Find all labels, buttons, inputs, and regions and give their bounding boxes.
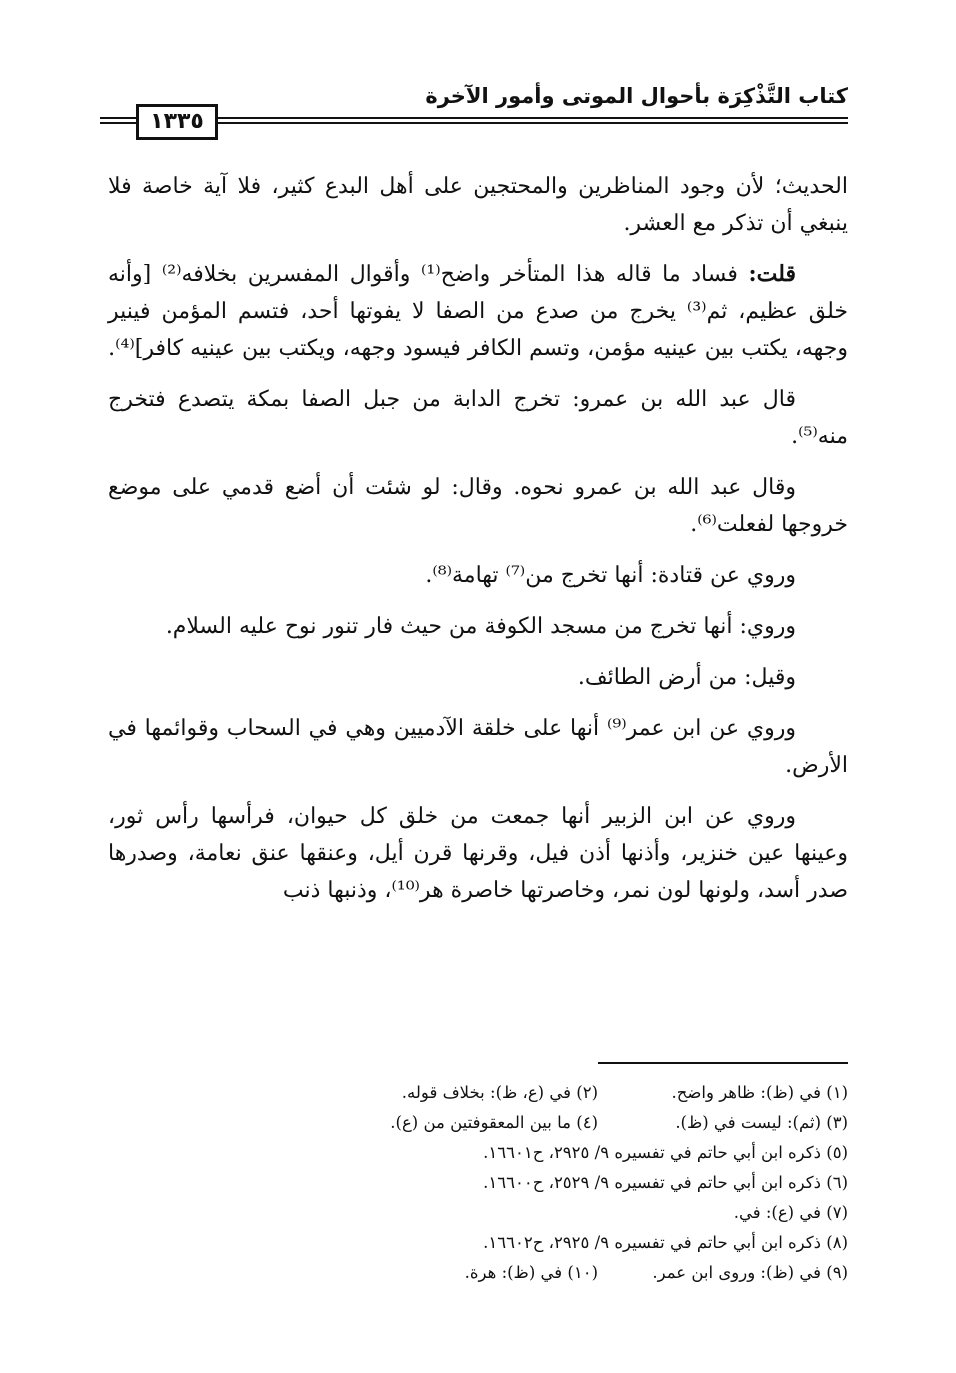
- footnote-8: (٨) ذكره ابن أبي حاتم في تفسيره ٩/ ٢٩٢٥، ح١٦٦٠٢.: [483, 1233, 848, 1252]
- footnote-7: (٧) في (ع): في.: [733, 1203, 848, 1222]
- footnotes: [108, 1078, 848, 1288]
- footnote-10: (١٠) في (ظ): هرة.: [464, 1263, 598, 1282]
- paragraph-lead: قلت:: [748, 261, 797, 287]
- footnote-row: [108, 1138, 848, 1168]
- footnote-4: (٤) ما بين المعقوفتين من (ع).: [390, 1113, 598, 1132]
- paragraph-text: وقيل: من أرض الطائف.: [577, 665, 796, 690]
- footnote-row: [108, 1258, 848, 1288]
- footnote-2: (٢) في (ع، ظ): بخلاف قوله.: [401, 1083, 598, 1102]
- footnote-6: (٦) ذكره ابن أبي حاتم في تفسيره ٩/ ٢٥٢٩، ح١٦٦٠٠.: [483, 1173, 848, 1192]
- paragraph-text: وروي عن ابن عمر⁽⁹⁾ أنها على خلقة الآدميين وهي في السحاب وقوائمها في الأرض.: [108, 716, 848, 778]
- paragraph: [108, 608, 848, 645]
- paragraph: [108, 798, 848, 909]
- paragraph: [108, 659, 848, 696]
- paragraph: [108, 381, 848, 455]
- paragraph: [108, 557, 848, 594]
- paragraph-text: وروي: أنها تخرج من مسجد الكوفة من حيث فار تنور نوح عليه السلام.: [165, 614, 796, 639]
- paragraph: [108, 168, 848, 242]
- paragraph-text: وقال عبد الله بن عمرو نحوه. وقال: لو شئت أن أضع قدمي على موضع خروجها لفعلت⁽⁶⁾.: [108, 475, 848, 537]
- paragraph-text: فساد ما قاله هذا المتأخر واضح⁽¹⁾ وأقوال المفسرين بخلافه⁽²⁾ [وأنه خلق عظيم، ثم⁽³⁾ يخرج من صدع من الصفا لا يفوتها أحد، فتسم المؤمن فينير وجهه، يكتب بين عينيه مؤمن، وتسم الكافر فيسود وجهه، ويكتب بين عينيه كافر]⁽⁴⁾.: [108, 262, 848, 361]
- footnote-separator: [598, 1062, 848, 1064]
- footnote-row: [108, 1228, 848, 1258]
- footnote-9: (٩) في (ظ): وروى ابن عمر.: [652, 1263, 848, 1282]
- paragraph-text: وروي عن قتادة: أنها تخرج من⁽⁷⁾ تهامة⁽⁸⁾.: [425, 563, 796, 588]
- footnote-5: (٥) ذكره ابن أبي حاتم في تفسيره ٩/ ٢٩٢٥، ح١٦٦٠١.: [483, 1143, 848, 1162]
- paragraph: [108, 710, 848, 784]
- footnote-row: [108, 1168, 848, 1198]
- footnote-row: [108, 1078, 848, 1108]
- running-header-title: كتاب التَّذْكِرَة بأحوال الموتى وأمور الآخرة: [425, 84, 848, 108]
- footnote-1: (١) في (ظ): ظاهر واضح.: [671, 1083, 848, 1102]
- footnote-3: (٣) (ثم): ليست في (ظ).: [675, 1113, 848, 1132]
- paragraph: [108, 469, 848, 543]
- paragraph: [108, 256, 848, 367]
- paragraph-text: وروي عن ابن الزبير أنها جمعت من خلق كل حيوان، فرأسها رأس ثور، وعينها عين خنزير، وأذنها أذن فيل، وقرنها قرن أيل، وعنقها عنق نعامة، وصدرها صدر أسد، ولونها لون نمر، وخاصرتها خاصرة هر⁽¹⁰⁾، وذنبها ذنب: [108, 804, 848, 903]
- main-text: [108, 168, 848, 923]
- paragraph-text: الحديث؛ لأن وجود المناظرين والمحتجين على أهل البدع كثير، فلا آية خاصة فلا ينبغي أن تذكر مع العشر.: [108, 174, 848, 236]
- footnote-row: [108, 1108, 848, 1138]
- page-number-box: ١٣٣٥: [136, 104, 218, 140]
- paragraph-text: قال عبد الله بن عمرو: تخرج الدابة من جبل الصفا بمكة يتصدع فتخرج منه⁽⁵⁾.: [108, 387, 848, 449]
- footnote-row: [108, 1198, 848, 1228]
